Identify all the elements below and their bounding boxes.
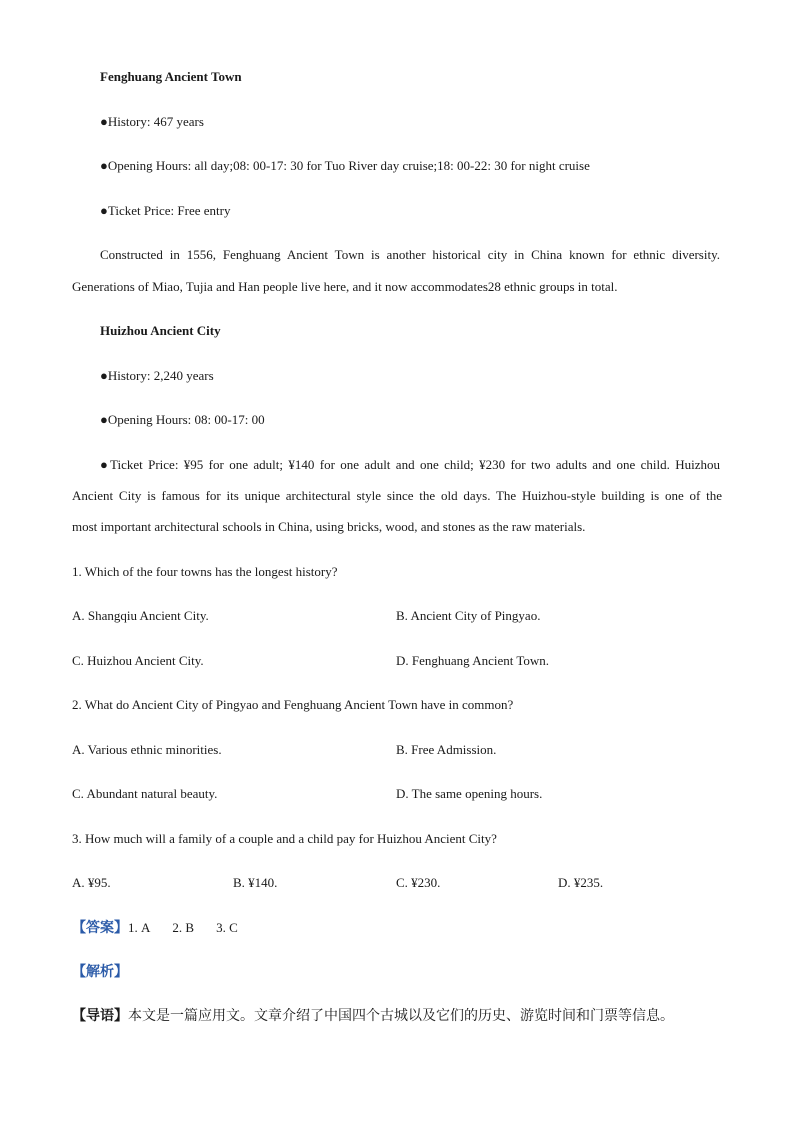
guide-label: 【导语】 bbox=[72, 1008, 128, 1024]
fenghuang-description-line-1: Constructed in 1556, Fenghuang Ancient Town is another historical city in China known for ethnic diversity. bbox=[100, 247, 720, 262]
question-1-option-a: A. Shangqiu Ancient City. bbox=[72, 608, 209, 623]
question-2-option-c: C. Abundant natural beauty. bbox=[72, 786, 218, 801]
answer-item-3: 3. C bbox=[216, 920, 238, 935]
huizhou-ticket-price-line-3: most important architectural schools in China, using bricks, wood, and stones as the raw materials. bbox=[72, 519, 586, 534]
answer-row bbox=[72, 920, 238, 936]
question-3: 3. How much will a family of a couple and a child pay for Huizhou Ancient City? bbox=[72, 831, 497, 846]
answer-item-2: 2. B bbox=[172, 920, 195, 935]
question-1-option-c: C. Huizhou Ancient City. bbox=[72, 653, 204, 668]
question-1: 1. Which of the four towns has the longest history? bbox=[72, 564, 338, 579]
question-1-option-d: D. Fenghuang Ancient Town. bbox=[396, 653, 550, 668]
question-2-option-b: B. Free Admission. bbox=[396, 742, 497, 757]
huizhou-opening-hours: ●Opening Hours: 08: 00-17: 00 bbox=[100, 412, 265, 427]
question-3-option-a: A. ¥95. bbox=[72, 875, 111, 890]
question-1-option-b: B. Ancient City of Pingyao. bbox=[396, 608, 541, 623]
analysis-label: 【解析】 bbox=[72, 964, 128, 980]
huizhou-ticket-price-line-2: Ancient City is famous for its unique architectural style since the old days. The Huizhou-style building is one of the bbox=[72, 488, 722, 503]
question-2-option-a: A. Various ethnic minorities. bbox=[72, 742, 222, 757]
question-3-option-c: C. ¥230. bbox=[396, 875, 441, 890]
guide-text: 本文是一篇应用文。文章介绍了中国四个古城以及它们的历史、游览时间和门票等信息。 bbox=[128, 1008, 674, 1024]
analysis-row bbox=[72, 964, 128, 980]
question-2-option-d: D. The same opening hours. bbox=[396, 786, 543, 801]
fenghuang-description-line-2: Generations of Miao, Tujia and Han people live here, and it now accommodates28 ethnic groups in total. bbox=[72, 279, 618, 294]
question-3-option-d: D. ¥235. bbox=[558, 875, 604, 890]
section-title-fenghuang: Fenghuang Ancient Town bbox=[100, 69, 242, 84]
fenghuang-ticket-price: ●Ticket Price: Free entry bbox=[100, 203, 231, 218]
question-2: 2. What do Ancient City of Pingyao and Fenghuang Ancient Town have in common? bbox=[72, 697, 514, 712]
fenghuang-history: ●History: 467 years bbox=[100, 114, 204, 129]
answer-label: 【答案】 bbox=[72, 920, 128, 936]
question-3-option-b: B. ¥140. bbox=[233, 875, 278, 890]
guide-row bbox=[72, 1008, 674, 1024]
section-title-huizhou: Huizhou Ancient City bbox=[100, 323, 221, 338]
huizhou-history: ●History: 2,240 years bbox=[100, 368, 214, 383]
answer-item-1: 1. A bbox=[128, 920, 151, 935]
huizhou-ticket-price-line-1: ●Ticket Price: ¥95 for one adult; ¥140 for one adult and one child; ¥230 for two adults and one child. Huizhou bbox=[100, 457, 720, 472]
fenghuang-opening-hours: ●Opening Hours: all day;08: 00-17: 30 for Tuo River day cruise;18: 00-22: 30 for night cruise bbox=[100, 158, 590, 173]
